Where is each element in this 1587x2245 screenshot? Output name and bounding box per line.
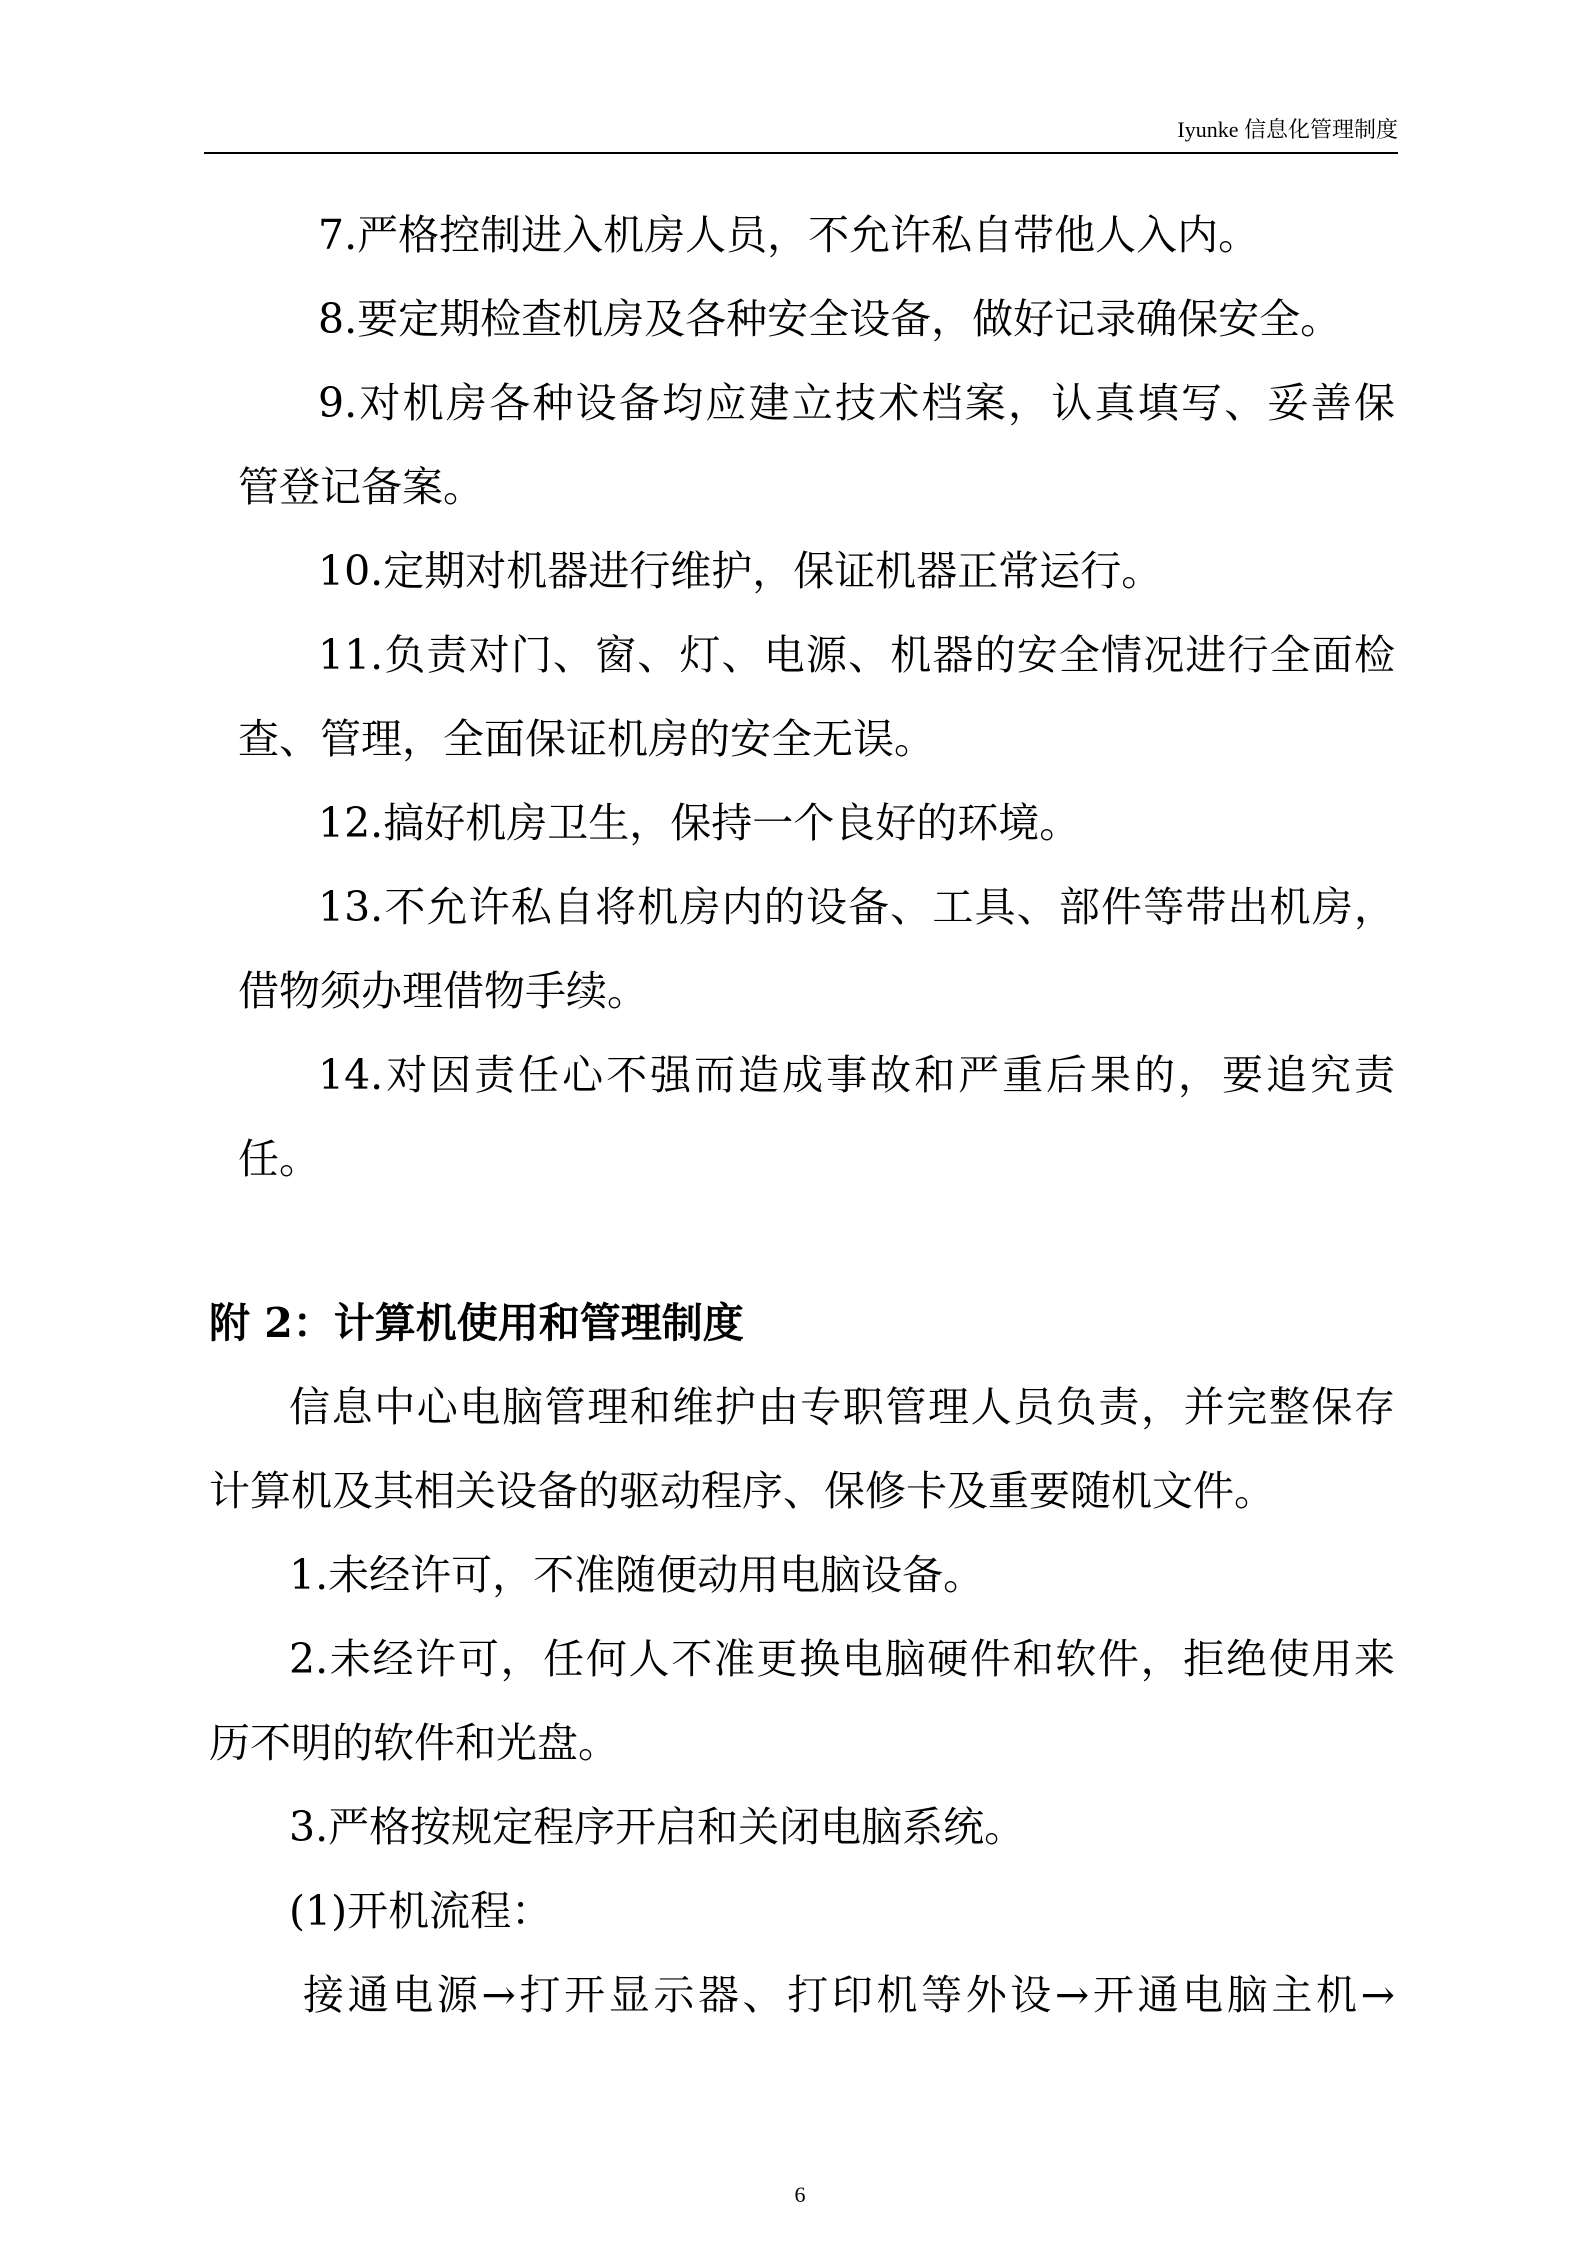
paragraph-line: 9.对机房各种设备均应建立技术档案，认真填写、妥善保 bbox=[318, 379, 1395, 427]
paragraph-line: 查、管理，全面保证机房的安全无误。 bbox=[238, 715, 935, 763]
page-number: 6 bbox=[794, 2182, 806, 2207]
paragraph-line: 历不明的软件和光盘。 bbox=[209, 1719, 619, 1767]
paragraph-line: 2.未经许可，任何人不准更换电脑硬件和软件，拒绝使用来 bbox=[289, 1635, 1395, 1683]
running-header: Iyunke 信息化管理制度 bbox=[1177, 117, 1398, 142]
paragraph-line: 14.对因责任心不强而造成事故和严重后果的，要追究责 bbox=[318, 1051, 1395, 1099]
paragraph-line: (1)开机流程： bbox=[289, 1887, 553, 1935]
paragraph-line: 13.不允许私自将机房内的设备、工具、部件等带出机房， bbox=[318, 883, 1395, 931]
paragraph-line: 任。 bbox=[238, 1135, 320, 1183]
rules-list-section bbox=[238, 193, 1395, 1201]
paragraph-line: 8.要定期检查机房及各种安全设备，做好记录确保安全。 bbox=[318, 295, 1342, 343]
paragraph-line: 计算机及其相关设备的驱动程序、保修卡及重要随机文件。 bbox=[209, 1467, 1275, 1515]
paragraph-line: 管登记备案。 bbox=[238, 463, 484, 511]
paragraph-line: 12.搞好机房卫生，保持一个良好的环境。 bbox=[318, 799, 1081, 847]
paragraph-line: 3.严格按规定程序开启和关闭电脑系统。 bbox=[289, 1803, 1026, 1851]
header-rule bbox=[204, 152, 1398, 154]
paragraph-line: 11.负责对门、窗、灯、电源、机器的安全情况进行全面检 bbox=[318, 631, 1395, 679]
paragraph-line: 7.严格控制进入机房人员，不允许私自带他人入内。 bbox=[318, 211, 1260, 259]
paragraph-line: 1.未经许可，不准随便动用电脑设备。 bbox=[289, 1551, 985, 1599]
paragraph-line: 10.定期对机器进行维护，保证机器正常运行。 bbox=[318, 547, 1163, 595]
paragraph-line: 信息中心电脑管理和维护由专职管理人员负责，并完整保存 bbox=[289, 1383, 1395, 1431]
paragraph-line: 接通电源→打开显示器、打印机等外设→开通电脑主机→ bbox=[303, 1971, 1395, 2019]
computer-usage-section bbox=[209, 1281, 1395, 2037]
section-heading: 附 2：计算机使用和管理制度 bbox=[209, 1299, 744, 1347]
paragraph-line: 借物须办理借物手续。 bbox=[238, 967, 648, 1015]
